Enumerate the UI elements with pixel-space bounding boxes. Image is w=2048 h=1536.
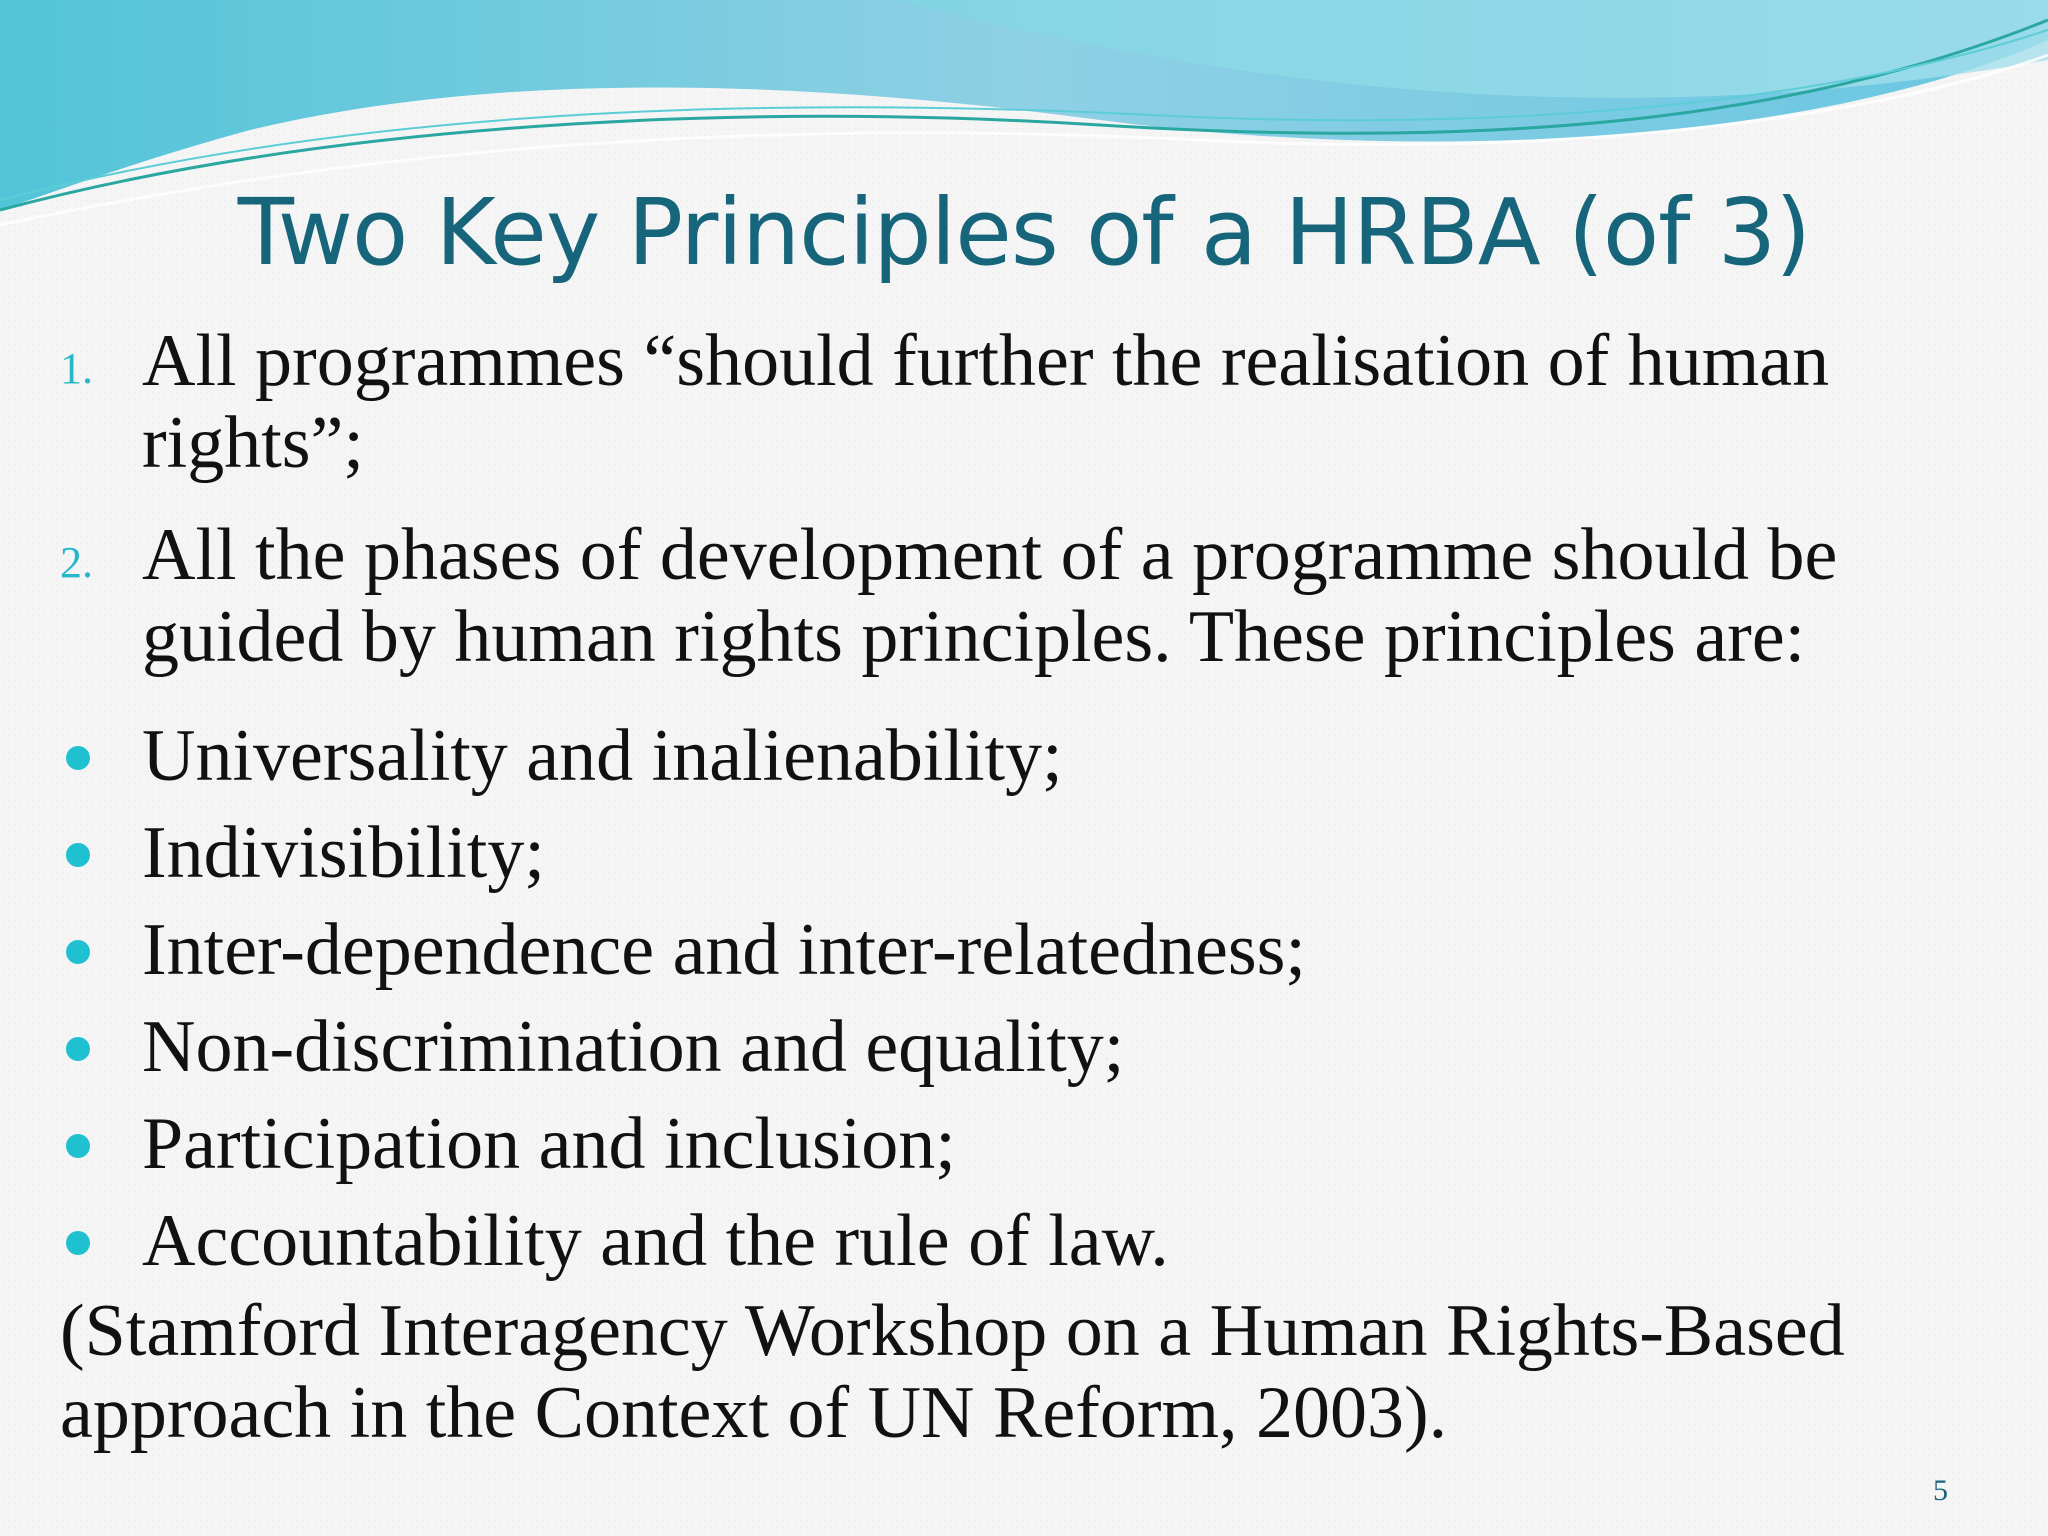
item-number-2: 2. [60, 538, 93, 587]
bullet-dot-icon [66, 746, 90, 770]
principle-item [60, 805, 2020, 902]
principle-text: Indivisibility; [142, 812, 545, 894]
slide-title: Two Key Principles of a HRBA (of 3) [237, 179, 1811, 286]
principle-text: Participation and inclusion; [142, 1103, 956, 1185]
principle-item [60, 1193, 2020, 1290]
principles-list [60, 708, 2020, 1290]
bullet-dot-icon [66, 1231, 90, 1255]
bullet-dot-icon [66, 1134, 90, 1158]
citation: (Stamford Interagency Workshop on a Human Rights-Based approach in the Context of UN Reform, 2003). [60, 1290, 1845, 1454]
principle-item [60, 1096, 2020, 1193]
principle-item [60, 999, 2020, 1096]
bullet-dot-icon [66, 843, 90, 867]
principle-item [60, 708, 2020, 805]
numbered-item-1 [60, 320, 2020, 484]
numbered-item-text-2: All the phases of development of a programme should be guided by human rights principles. These principles are: [142, 514, 1838, 678]
bullet-dot-icon [66, 1037, 90, 1061]
item-number-1: 1. [60, 344, 93, 393]
numbered-item-text-1: All programmes “should further the realisation of human rights”; [142, 320, 1830, 484]
principle-text: Universality and inalienability; [142, 715, 1063, 797]
numbered-item-2 [60, 514, 2020, 678]
principle-text: Accountability and the rule of law. [142, 1200, 1169, 1282]
slide-content [60, 320, 2020, 1454]
page-number: 5 [1933, 1474, 1948, 1507]
bullet-dot-icon [66, 940, 90, 964]
principle-item [60, 902, 2020, 999]
principle-text: Inter-dependence and inter-relatedness; [142, 909, 1306, 991]
principle-text: Non-discrimination and equality; [142, 1006, 1125, 1088]
